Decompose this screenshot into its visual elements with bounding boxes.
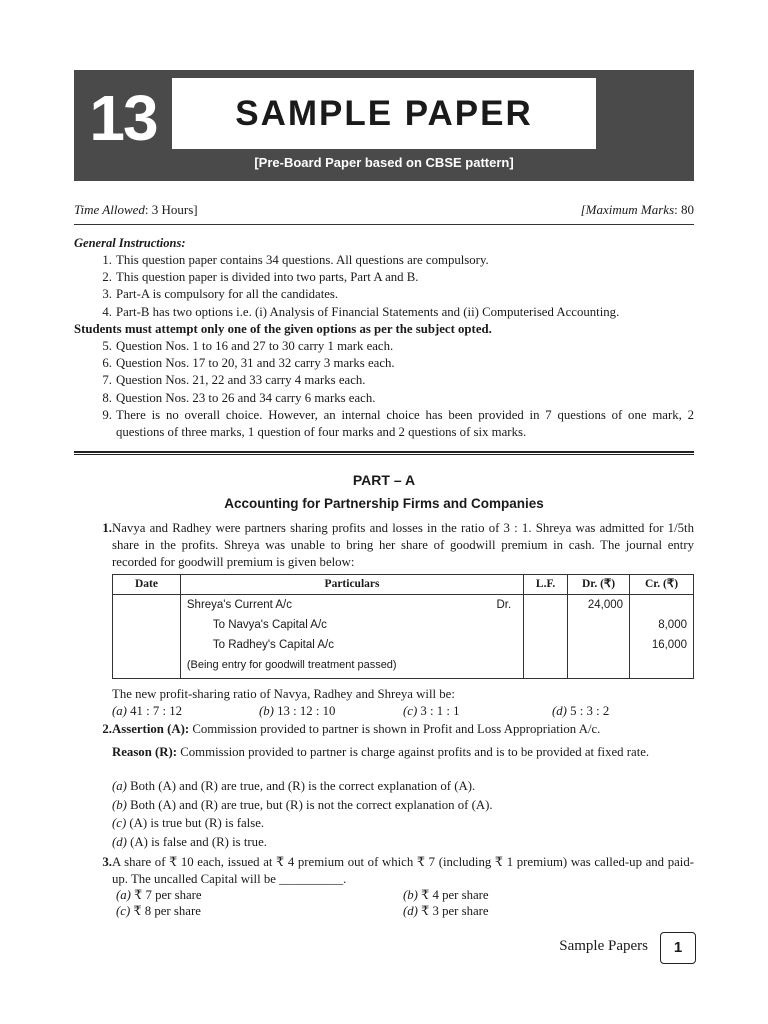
option-a: (a) ₹ 7 per share [116,888,202,902]
option-d: (d) ₹ 3 per share [403,904,489,918]
credit-account: To Radhey's Capital A/c [212,639,334,651]
question-number: 3. [102,855,112,869]
question-2 [74,721,694,761]
instructions-list [74,252,694,441]
page-title: SAMPLE PAPER [235,94,533,133]
question-number: 2. [102,722,112,736]
table-header: Particulars [180,575,523,595]
assertion-text: Commission provided to partner is shown in Profit and Loss Appropriation A/c. [192,722,601,736]
section-divider [74,451,694,455]
marks-value: : 80 [674,202,694,217]
question-2-options [112,777,702,851]
page-number: 1 [660,932,696,964]
time-allowed [74,201,198,218]
footer-label: Sample Papers [559,938,648,954]
journal-entry-table [112,574,694,679]
instruction-item: 3. Part-A is compulsory for all the candidates. [102,287,339,302]
instruction-item: 7. Question Nos. 21, 22 and 33 carry 4 marks each. [102,373,366,388]
instruction-item: 6. Question Nos. 17 to 20, 31 and 32 carry 3 marks each. [102,356,395,371]
option-c: (c) 3 : 1 : 1 [403,704,460,718]
option-c: (c) ₹ 8 per share [116,904,201,918]
table-header: L.F. [524,575,568,595]
dr-mark: Dr. [496,599,512,611]
part-title: PART – A [352,472,416,488]
option-c: (c) (A) is true but (R) is false. [112,816,265,830]
credit-cell [630,595,694,679]
date-cell [113,595,181,679]
instruction-item: 4. Part-B has two options i.e. (i) Analysis of Financial Statements and (ii) Computerised Accounting. [102,304,620,319]
option-b: (b) 13 : 12 : 10 [259,704,336,718]
part-subtitle: Accounting for Partnership Firms and Companies [224,496,544,511]
paper-number: 13 [89,82,157,154]
instruction-item: 5. Question Nos. 1 to 16 and 27 to 30 carry 1 mark each. [102,339,394,354]
assertion-label: Assertion (A): [112,722,190,736]
time-value: : 3 Hours] [144,202,198,217]
instruction-item: 2. This question paper is divided into two parts, Part A and B. [102,270,419,285]
narration: (Being entry for goodwill treatment passed) [186,659,397,671]
exam-meta [74,201,694,219]
lf-cell [524,595,568,679]
page-subtitle: [Pre-Board Paper based on CBSE pattern] [254,155,514,170]
table-header: Date [113,575,181,595]
option-d: (d) (A) is false and (R) is true. [112,834,267,849]
divider [74,224,694,225]
option-a: (a) Both (A) and (R) are true, and (R) is the correct explanation of (A). [112,779,476,793]
table-header-row [113,575,694,595]
credit-amount: 8,000 [658,619,687,631]
debit-account: Shreya's Current A/c [186,599,292,611]
particulars-cell [180,595,523,679]
credit-amount: 16,000 [651,639,687,651]
question-1 [74,520,694,572]
instruction-item: 1. This question paper contains 34 questions. All questions are compulsory. [102,253,489,267]
debit-cell [568,595,630,679]
option-b: (b) Both (A) and (R) are true, but (R) is not the correct explanation of (A). [112,797,493,812]
table-header: Dr. (₹) [568,575,630,595]
maximum-marks [581,201,694,218]
title-box [172,78,596,149]
table-row [113,595,694,679]
instructions-heading: General Instructions: [74,236,186,250]
question-3-options [112,887,702,921]
question-number: 1. [102,521,112,535]
marks-label: [Maximum Marks [580,202,675,217]
time-label: Time Allowed [74,202,145,217]
credit-account: To Navya's Capital A/c [212,619,327,631]
instruction-item: 9. There is no overall choice. However, an internal choice has been provided in 7 questions of one mark, 2 questions of three marks, 1 question of four marks and 2 questions of six marks. [102,407,694,440]
question-text: A share of ₹ 10 each, issued at ₹ 4 premium out of which ₹ 7 (including ₹ 1 premium) was called-up and paid-up. The uncalled Capital will be __________. [112,855,694,887]
option-d: (d) 5 : 3 : 2 [552,704,610,718]
question-text: Navya and Radhey were partners sharing profits and losses in the ratio of 3 : 1. Shreya was admitted for 1/5th share in the profits. Shreya was unable to bring her share of goodwill premium in cash. The journal entry recorded for goodwill premium is given below: [112,521,694,570]
question-1-options [112,703,702,720]
option-a: (a) 41 : 7 : 12 [112,704,183,718]
question-stem: The new profit-sharing ratio of Navya, Radhey and Shreya will be: [112,687,455,701]
instruction-note: Students must attempt only one of the given options as per the subject opted. [74,321,492,336]
table-header: Cr. (₹) [630,575,694,595]
reason-label: Reason (R): [112,745,178,760]
option-b: (b) ₹ 4 per share [403,888,489,902]
instruction-item: 8. Question Nos. 23 to 26 and 34 carry 6 marks each. [102,390,376,405]
question-3 [74,854,694,888]
question-1-stem [74,686,694,703]
header-banner [74,70,694,181]
reason-text: Commission provided to partner is charge against profits and is to be provided at fixed rate. [180,745,650,760]
debit-amount: 24,000 [587,599,624,611]
